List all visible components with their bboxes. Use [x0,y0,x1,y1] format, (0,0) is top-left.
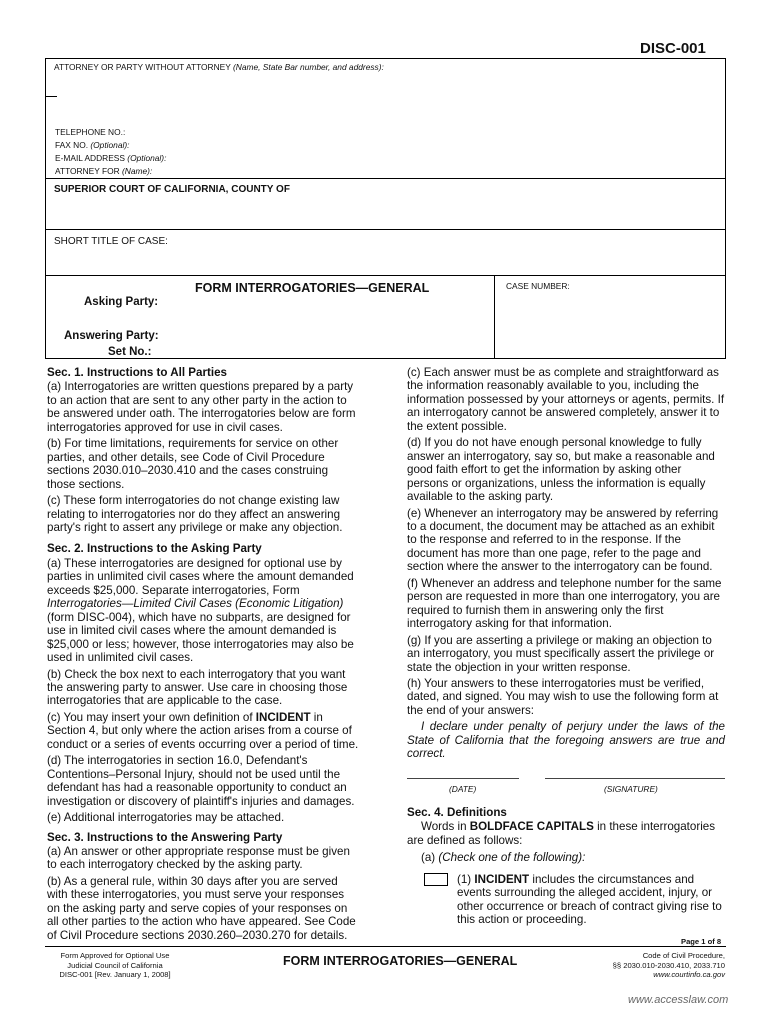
footer-left: Form Approved for Optional Use Judicial Council of California DISC-001 [Rev. January 1, 2008] [59,951,171,979]
signature-caption: (SIGNATURE) [604,784,658,794]
section-2-a: (a) These interrogatories are designed for optional use by parties in unlimited civil cases where the amount demanded exceeds $25,000. Separate interrogatories, Form Interrogatories—Limited Civil Cases (Economic Litigation) (form DISC-004), which have no subparts, are designed for use in limited civil cases where the amount demanded is $25,000 or less; however, those interrogatories may also be used in unlimited civil cases. [47,556,354,665]
section-1-c: (c) These form interrogatories do not change existing law relating to interrogatories nor do they affect an answering party's right to assert any privilege or make any objection. [47,494,343,534]
section-3-g: (g) If you are asserting a privilege or making an objection to an interrogatory, you must specifically assert the privilege or state the objection in your written response. [407,633,715,674]
footer-right: Code of Civil Procedure, §§ 2030.010-2030.410, 2033.710 www.courtinfo.ca.gov [612,951,725,979]
case-number-label: CASE NUMBER: [506,281,570,291]
divider [45,178,726,179]
section-2-d: (d) The interrogatories in section 16.0, Defendant's Contentions–Personal Injury, should not be used until the defendant has had a reasonable opportunity to conduct an investigation or discovery of plaintiff's injuries and damages. [47,754,355,808]
divider [45,229,726,230]
section-3-heading: Sec. 3. Instructions to the Answering Party [47,830,283,844]
section-4-heading: Sec. 4. Definitions [407,806,507,819]
check-one-label: (a) (Check one of the following): [421,851,586,865]
section-3-d: (d) If you do not have enough personal knowledge to fully answer an interrogatory, say so, but make a reasonable and good faith effort to get the information by asking other persons or organizations, unless the information is equally available to the asking party. [407,436,715,504]
incident-definition: (1) INCIDENT includes the circumstances and events surrounding the alleged accident, injury, or other occurrence or breach of contract giving rise to this action or proceeding. [457,873,722,927]
section-3-c: (c) Each answer must be as complete and straightforward as the information reasonably available to you, including the information possessed by your attorneys or agents, permits. If an interrogatory cannot be answered completely, answer it to the extent possible. [407,366,725,433]
asking-party-label: Asking Party: [84,296,159,308]
section-4 [407,806,725,868]
attorney-for-label: ATTORNEY FOR (Name): [55,166,153,176]
attorney-mark [45,96,57,97]
section-2-b: (b) Check the box next to each interrogatory that you want the answering party to answer. Use care in choosing those interrogatories that are applicable to the case. [47,667,348,708]
incident-definition-checkbox[interactable] [424,873,448,886]
right-column [407,366,725,764]
short-title-label: SHORT TITLE OF CASE: [54,236,168,247]
form-title: FORM INTERROGATORIES—GENERAL [195,281,430,295]
section-3-b: (b) As a general rule, within 30 days after you are served with these interrogatories, you must serve your responses on the asking party and serve copies of your responses on all other parties to the action who have appeared. See Code of Civil Procedure sections 2030.260–2030.270 for details. [47,874,356,942]
date-line [407,778,519,779]
section-4-intro: Words in BOLDFACE CAPITALS in these interrogatories are defined as follows: [407,820,716,847]
section-2-c: (c) You may insert your own definition of INCIDENT in Section 4, but only where the action arises from a course of conduct or a series of events occurring over a period of time. [47,710,359,751]
left-column [47,366,359,945]
section-1-heading: Sec. 1. Instructions to All Parties [47,366,227,379]
declaration-text: I declare under penalty of perjury under the laws of the State of California that the foregoing answers are true and correct. [407,720,725,761]
signature-line [545,778,725,779]
attorney-label: ATTORNEY OR PARTY WITHOUT ATTORNEY (Name, State Bar number, and address): [54,62,384,72]
court-label: SUPERIOR COURT OF CALIFORNIA, COUNTY OF [54,184,290,195]
divider-vertical [494,275,495,359]
section-3-f: (f) Whenever an address and telephone number for the same person are requested in more than one interrogatory, you are required to furnish them in answering only the first interrogatory asking for that information. [407,576,722,631]
watermark: www.accesslaw.com [628,994,729,1006]
set-no-label: Set No.: [108,346,152,358]
section-2-heading: Sec. 2. Instructions to the Asking Party [47,542,262,556]
section-2-e: (e) Additional interrogatories may be attached. [47,811,285,825]
footer-title: FORM INTERROGATORIES—GENERAL [283,954,518,968]
answering-party-label: Answering Party: [64,330,159,342]
section-1-b: (b) For time limitations, requirements for service on other parties, and other details, see Code of Civil Procedure sections 2030.010–2030.410 and the cases construing those sections. [47,437,339,491]
section-3-e: (e) Whenever an interrogatory may be answered by referring to a document, the document may be attached as an exhibit to the response and referred to in the response. If the document has more than one page, refer to the page and section where the answer to the interrogatory can be found. [407,506,719,574]
section-3-a: (a) An answer or other appropriate response must be given to each interrogatory checked by the asking party. [47,844,350,872]
footer-divider [45,946,726,947]
section-1-a: (a) Interrogatories are written questions prepared by a party to an action that are sent to any other party in the action to be answered under oath. The interrogatories below are form interrogatories approved for use in civil cases. [47,380,356,434]
email-label: E-MAIL ADDRESS (Optional): [55,153,167,163]
divider [45,275,726,276]
fax-label: FAX NO. (Optional): [55,140,130,150]
form-id: DISC-001 [640,40,706,57]
telephone-label: TELEPHONE NO.: [55,127,126,137]
date-caption: (DATE) [449,784,477,794]
section-3-h: (h) Your answers to these interrogatories must be verified, dated, and signed. You may wish to use the following form at the end of your answers: [407,676,719,717]
page-number: Page 1 of 8 [681,937,722,946]
header-box [45,58,726,359]
